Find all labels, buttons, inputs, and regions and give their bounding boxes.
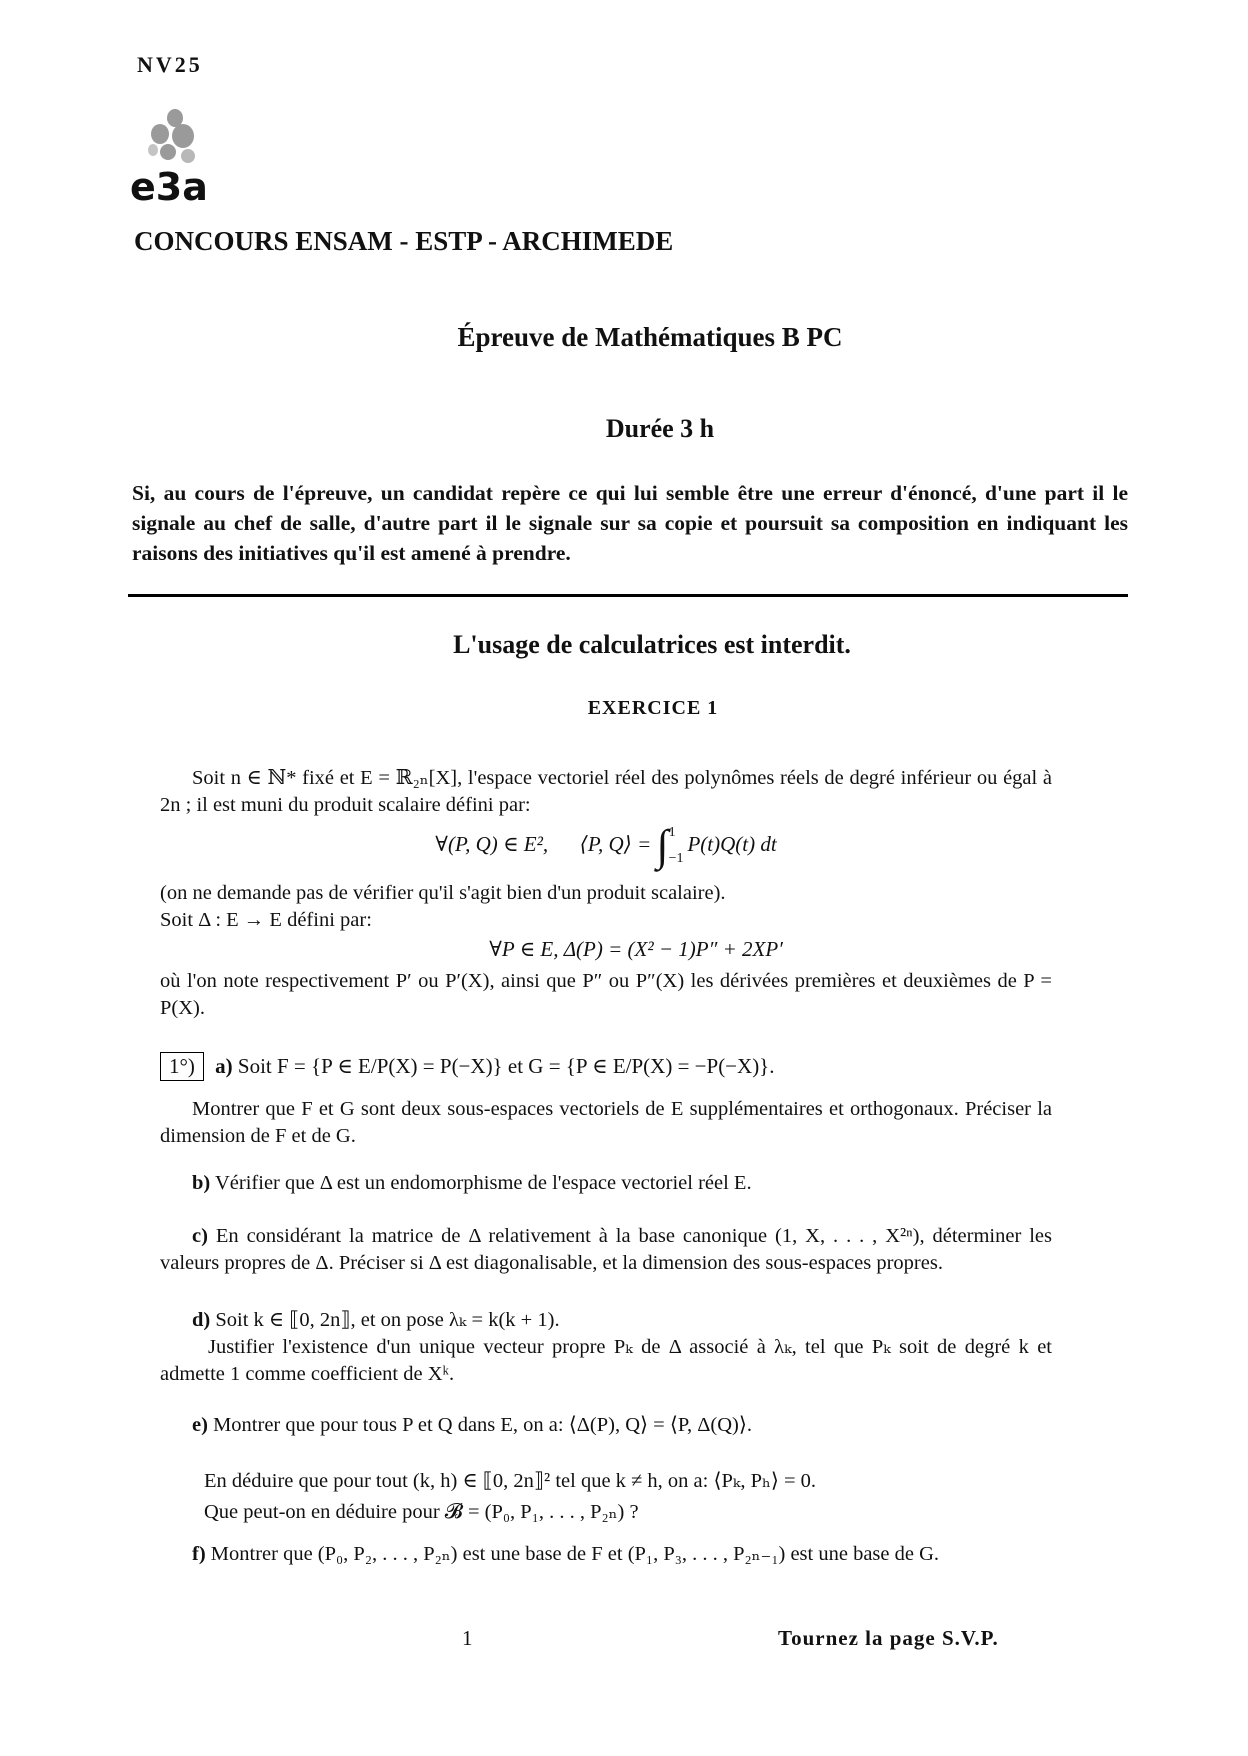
- q1b-text: Vérifier que Δ est un endomorphisme de l'espace vectoriel réel E.: [215, 1172, 752, 1194]
- integral-lower: −1: [668, 851, 684, 866]
- q1a-text2: Montrer que F et G sont deux sous-espaces vectoriels de E supplémentaires et orthogonaux. Préciser la dimension de F et de G.: [160, 1098, 1052, 1147]
- q1e-text2: En déduire que pour tout (k, h) ∈ ⟦0, 2n⟧² tel que k ≠ h, on a: ⟨Pₖ, Pₕ⟩ = 0.: [204, 1470, 817, 1492]
- eq1-right: P(t)Q(t) dt: [687, 831, 777, 856]
- q1c-text: En considérant la matrice de Δ relativement à la base canonique (1, X, . . . , X²ⁿ), déterminer les valeurs propres de Δ. Préciser si Δ est diagonalisable, et la dimension des sous-espaces propres.: [160, 1225, 1053, 1274]
- question-number-box: 1°): [160, 1052, 204, 1081]
- q1e-text: Montrer que pour tous P et Q dans E, on a: ⟨Δ(P), Q⟩ = ⟨P, Δ(Q)⟩.: [213, 1414, 752, 1436]
- label-b: b): [192, 1172, 211, 1194]
- question-1e: [160, 1412, 1052, 1439]
- question-1e-cont: [160, 1468, 1052, 1526]
- svg-text:e3a: e3a: [130, 165, 208, 206]
- q1e-text3: Que peut-on en déduire pour 𝓑 = (P₀, P₁, . . . , P₂ₙ) ?: [204, 1501, 639, 1523]
- intro-paragraph: [160, 765, 1052, 819]
- q1a-text: Soit F = {P ∈ E/P(X) = P(−X)} et G = {P ∈ E/P(X) = −P(−X)}.: [237, 1054, 775, 1078]
- e3a-logo: [128, 100, 238, 206]
- question-1a-cont: [160, 1096, 1052, 1150]
- eq1-mid: ⟨P, Q⟩ =: [579, 831, 652, 856]
- contest-title: CONCOURS ENSAM - ESTP - ARCHIMEDE: [134, 226, 674, 256]
- page-number: 1: [462, 1626, 473, 1650]
- label-f: f): [192, 1543, 206, 1565]
- intro-continued: [160, 880, 1052, 934]
- divider: [128, 594, 1128, 597]
- inner-product-equation: [160, 820, 1052, 872]
- derivative-notation: [160, 968, 1052, 1022]
- question-1c: [160, 1223, 1052, 1277]
- label-a: a): [215, 1054, 233, 1078]
- turn-page-note: Tournez la page S.V.P.: [778, 1626, 999, 1650]
- question-1d: [160, 1307, 1052, 1388]
- eq1-left: ∀(P, Q) ∈ E²,: [435, 831, 549, 856]
- exam-code: NV25: [137, 52, 203, 77]
- notation-text: où l'on note respectivement P′ ou P′(X), ainsi que P″ ou P″(X) les dérivées premières et deuxièmes de P = P(X).: [160, 970, 1052, 1019]
- duration: Durée 3 h: [605, 414, 715, 443]
- calculator-notice: L'usage de calculatrices est interdit.: [453, 630, 851, 659]
- exercise-title: EXERCICE 1: [587, 697, 719, 719]
- question-1f: [160, 1541, 1052, 1568]
- integral-sign: ∫: [656, 821, 669, 870]
- delta-definition-intro: Soit Δ : E → E défini par:: [160, 909, 372, 931]
- q1d-text2: Justifier l'existence d'un unique vecteur propre Pₖ de Δ associé à λₖ, tel que Pₖ soit de degré k et admette 1 comme coefficient de Xᵏ.: [160, 1336, 1052, 1385]
- q1d-text: Soit k ∈ ⟦0, 2n⟧, et on pose λₖ = k(k + 1).: [215, 1309, 560, 1331]
- integral-upper: 1: [668, 825, 676, 840]
- label-c: c): [192, 1225, 208, 1247]
- label-e: e): [192, 1414, 208, 1436]
- intro-remark: (on ne demande pas de vérifier qu'il s'agit bien d'un produit scalaire).: [160, 882, 726, 904]
- delta-equation: ∀P ∈ E, Δ(P) = (X² − 1)P″ + 2XP′: [489, 937, 783, 961]
- label-d: d): [192, 1309, 211, 1331]
- question-1a: [160, 1052, 1052, 1081]
- intro-text: Soit n ∈ ℕ* fixé et E = ℝ₂ₙ[X], l'espace vectoriel réel des polynômes réels de degré inférieur ou égal à 2n ; il est muni du produit scalaire défini par:: [160, 767, 1052, 816]
- q1f-text: Montrer que (P₀, P₂, . . . , P₂ₙ) est une base de F et (P₁, P₃, . . . , P₂ₙ₋₁) est une base de G.: [210, 1543, 940, 1565]
- question-1b: [160, 1170, 1052, 1197]
- error-warning: Si, au cours de l'épreuve, un candidat repère ce qui lui semble être une erreur d'énoncé, d'une part il le signale au chef de salle, d'autre part il le signale sur sa copie et poursuit sa composition en indiquant les raisons des initiatives qu'il est amené à prendre.: [132, 481, 1128, 565]
- epreuve-title: Épreuve de Mathématiques B PC: [457, 322, 843, 352]
